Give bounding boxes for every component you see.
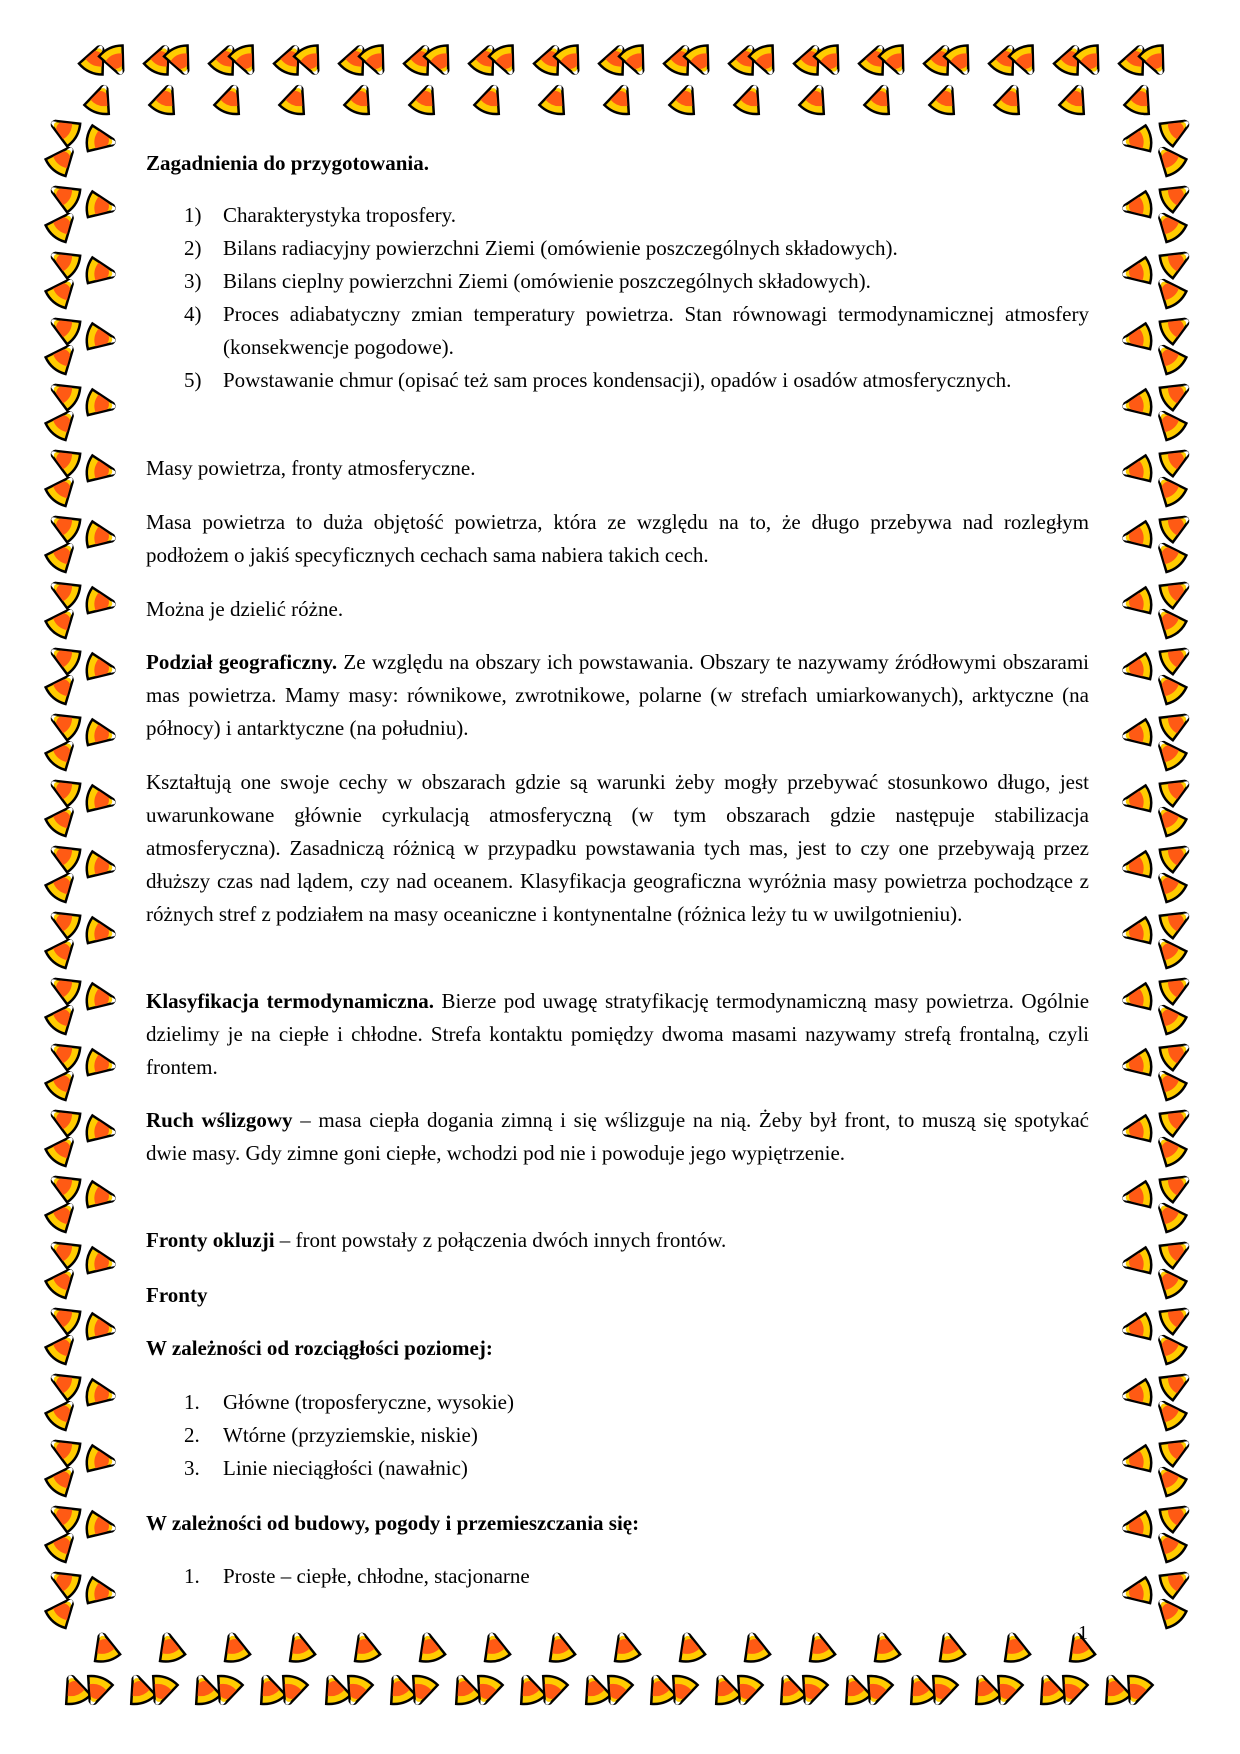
candy-corn-icon xyxy=(1058,81,1092,117)
candy-corn-icon xyxy=(1157,573,1195,610)
candy-corn-icon xyxy=(45,1431,83,1468)
candy-corn-icon xyxy=(44,866,82,905)
candy-corn-icon xyxy=(44,338,82,377)
candy-corn-icon xyxy=(1157,1563,1195,1600)
paragraph-ksztaltuja: Kształtują one swoje cechy w obszarach gdzie są warunki żeby mogły przebywać stosunkowo długo, jest uwarunkowane głównie cyrkulacją atmosferyczną (w tym obszarach gdzie następuje stabilizacja atmosferyczna). Zasadniczą różnicą w przypadku powstawania tych mas, jest to czy one przebywają przez dłuższy czas nad lądem, czy nad oceanem. Klasyfikacja geograficzna wyróżnia masy powietrza pochodzące z różnych stref z podziałem na masy oceaniczne i kontynentalne (różnica leży tu w uwilgotnieniu). xyxy=(146,770,1089,926)
candy-corn-icon xyxy=(45,771,83,808)
candy-corn-icon xyxy=(1120,851,1153,882)
list-number: 1. xyxy=(184,1564,200,1588)
topic-number: 4) xyxy=(184,302,202,326)
candy-corn-icon xyxy=(85,323,118,354)
candy-corn-icon xyxy=(85,653,118,684)
candy-corn-icon xyxy=(1150,1592,1188,1631)
candy-corn-icon xyxy=(44,1328,82,1367)
candy-corn-icon xyxy=(1150,1130,1188,1169)
candy-corn-icon xyxy=(85,785,118,816)
candy-corn-icon xyxy=(1120,587,1153,618)
candy-corn-icon xyxy=(1120,1577,1153,1608)
candy-corn-icon xyxy=(1150,1394,1188,1433)
candy-corn-icon xyxy=(1157,1035,1195,1072)
candy-corn-icon xyxy=(44,470,82,509)
candy-corn-icon xyxy=(998,1630,1030,1664)
candy-corn-icon xyxy=(57,1671,91,1707)
candy-corn-icon xyxy=(837,1671,871,1707)
topic-number: 1) xyxy=(184,203,202,227)
candy-corn-icon xyxy=(1032,1671,1066,1707)
candy-corn-icon xyxy=(148,81,182,117)
paragraph-masa: Masa powietrza to duża objętość powietrza, która ze względu na to, że długo przebywa nad rozległym podłożem o jakiś specyficznych cechach sama nabiera takich cech. xyxy=(146,510,1089,567)
candy-corn-icon xyxy=(85,851,118,882)
list-item xyxy=(184,1419,1089,1452)
candy-corn-icon xyxy=(45,1233,83,1270)
paragraph-body: – front powstały z połączenia dwóch innych frontów. xyxy=(274,1228,727,1252)
candy-corn-icon xyxy=(868,1630,900,1664)
candy-corn-icon xyxy=(1120,389,1153,420)
candy-corn-icon xyxy=(738,1630,770,1664)
candy-corn-icon xyxy=(1120,1049,1153,1080)
paragraph-okluzji xyxy=(146,1224,1089,1257)
candy-corn-icon xyxy=(1157,375,1195,412)
candy-corn-icon xyxy=(1123,81,1157,117)
candy-corn-icon xyxy=(1120,455,1153,486)
candy-corn-icon xyxy=(85,1445,118,1476)
candy-corn-icon xyxy=(45,837,83,874)
candy-corn-icon xyxy=(45,1299,83,1336)
paragraph-ruch xyxy=(146,1104,1089,1170)
topic-number: 2) xyxy=(184,236,202,260)
candy-corn-icon xyxy=(85,1511,118,1542)
candy-corn-icon xyxy=(44,1460,82,1499)
list-item xyxy=(184,1386,1089,1419)
candy-corn-icon xyxy=(85,917,118,948)
candy-corn-icon xyxy=(85,455,118,486)
candy-corn-icon xyxy=(1157,771,1195,808)
candy-corn-icon xyxy=(1150,1460,1188,1499)
candy-corn-icon xyxy=(1157,111,1195,148)
candy-corn-icon xyxy=(1150,1196,1188,1235)
candy-corn-icon xyxy=(45,309,83,346)
candy-corn-icon xyxy=(803,1630,835,1664)
candy-corn-icon xyxy=(44,1130,82,1169)
candy-corn-icon xyxy=(1157,969,1195,1006)
candy-corn-icon xyxy=(577,1671,611,1707)
topic-text: Powstawanie chmur (opisać też sam proces kondensacji), opadów i osadów atmosferycznych. xyxy=(223,368,1012,392)
paragraph-klasyfikacja xyxy=(146,985,1089,1084)
candy-corn-icon xyxy=(1157,1365,1195,1402)
candy-corn-icon xyxy=(1157,1167,1195,1204)
list-text: Wtórne (przyziemskie, niskie) xyxy=(223,1423,478,1447)
candy-corn-icon xyxy=(85,389,118,420)
topic-item xyxy=(184,265,1089,298)
list-number: 1. xyxy=(184,1390,200,1414)
paragraph-lead: Fronty okluzji xyxy=(146,1228,275,1252)
candy-corn-icon xyxy=(603,81,637,117)
candy-corn-icon xyxy=(993,81,1027,117)
candy-corn-icon xyxy=(1150,140,1188,179)
candy-corn-icon xyxy=(1157,243,1195,280)
topic-text: Bilans radiacyjny powierzchni Ziemi (omówienie poszczególnych składowych). xyxy=(223,236,898,260)
candy-corn-icon xyxy=(902,1671,936,1707)
candy-corn-icon xyxy=(85,1313,118,1344)
candy-corn-icon xyxy=(1150,932,1188,971)
candy-corn-icon xyxy=(45,903,83,940)
paragraph-body: – masa ciepła dogania zimną i się wślizguje na nią. Żeby był front, to muszą się spotykać dwie masy. Gdy zimne goni ciepłe, wchodzi pod nie i powoduje jego wypiętrzenie. xyxy=(146,1108,1090,1165)
candy-corn-icon xyxy=(1157,1497,1195,1534)
topic-text: Proces adiabatyczny zmian temperatury powietrza. Stan równowagi termodynamicznej atmosfery (konsekwencje pogodowe). xyxy=(223,302,1089,359)
candy-corn-icon xyxy=(707,1671,741,1707)
candy-corn-icon xyxy=(772,1671,806,1707)
candy-corn-icon xyxy=(85,587,118,618)
topic-item xyxy=(184,298,1089,364)
list-item xyxy=(184,1560,1089,1593)
candy-corn-icon xyxy=(1150,536,1188,575)
candy-corn-icon xyxy=(85,521,118,552)
candy-corn-icon xyxy=(343,81,377,117)
candy-corn-icon xyxy=(85,1379,118,1410)
candy-corn-icon xyxy=(45,177,83,214)
candy-corn-icon xyxy=(44,668,82,707)
candy-corn-icon xyxy=(1120,917,1153,948)
candy-corn-icon xyxy=(44,602,82,641)
candy-corn-icon xyxy=(1150,1262,1188,1301)
candy-corn-icon xyxy=(45,1101,83,1138)
candy-corn-icon xyxy=(44,734,82,773)
candy-corn-icon xyxy=(187,1671,221,1707)
candy-corn-icon xyxy=(1157,177,1195,214)
candy-corn-icon xyxy=(1150,206,1188,245)
candy-corn-icon xyxy=(348,1630,380,1664)
fronty-title: Fronty xyxy=(146,1283,208,1307)
paragraph-lead: Klasyfikacja termodynamiczna. xyxy=(146,989,435,1013)
candy-corn-icon xyxy=(1157,309,1195,346)
candy-corn-icon xyxy=(45,507,83,544)
candy-corn-icon xyxy=(45,1167,83,1204)
paragraph-body: Bierze pod uwagę stratyfikację termodynamiczną masy powietrza. Ogólnie dzielimy je na ciepłe i chłodne. Strefa kontaktu pomiędzy dwoma masami nazywamy strefą frontalną, czyli frontem. xyxy=(146,989,1090,1079)
candy-corn-icon xyxy=(967,1671,1001,1707)
candy-corn-icon xyxy=(538,81,572,117)
candy-corn-icon xyxy=(1120,191,1153,222)
candy-corn-icon xyxy=(85,1115,118,1146)
candy-corn-icon xyxy=(1150,272,1188,311)
candy-corn-icon xyxy=(122,1671,156,1707)
paragraph-lead: Ruch wślizgowy xyxy=(146,1108,293,1132)
candy-corn-icon xyxy=(1150,1064,1188,1103)
candy-corn-icon xyxy=(1150,668,1188,707)
candy-corn-icon xyxy=(798,81,832,117)
page-heading: Zagadnienia do przygotowania. xyxy=(146,151,429,175)
candy-corn-icon xyxy=(85,191,118,222)
candy-corn-icon xyxy=(1157,903,1195,940)
candy-corn-icon xyxy=(408,81,442,117)
candy-corn-icon xyxy=(1120,323,1153,354)
paragraph-lead: Podział geograficzny. xyxy=(146,650,338,674)
candy-corn-icon xyxy=(85,983,118,1014)
candy-corn-icon xyxy=(44,272,82,311)
candy-corn-icon xyxy=(447,1671,481,1707)
candy-corn-icon xyxy=(933,1630,965,1664)
candy-corn-icon xyxy=(88,1630,120,1664)
candy-corn-icon xyxy=(1120,1379,1153,1410)
paragraph-body: Ze względu na obszary ich powstawania. Obszary te nazywamy źródłowymi obszarami mas powietrza. Mamy masy: równikowe, zwrotnikowe, polarne (w strefach umiarkowanych), arktyczne (na północy) i antarktyczne (na południu). xyxy=(146,650,1089,740)
candy-corn-icon xyxy=(44,1394,82,1433)
candy-corn-icon xyxy=(45,375,83,412)
candy-corn-icon xyxy=(1120,1247,1153,1278)
candy-corn-icon xyxy=(1150,404,1188,443)
candy-corn-icon xyxy=(1150,866,1188,905)
candy-corn-icon xyxy=(45,1365,83,1402)
list-item xyxy=(184,1452,1089,1485)
candy-corn-icon xyxy=(85,1181,118,1212)
list-text: Linie nieciągłości (nawałnic) xyxy=(223,1456,468,1480)
candy-corn-icon xyxy=(1157,507,1195,544)
candy-corn-icon xyxy=(1120,785,1153,816)
candy-corn-icon xyxy=(1157,639,1195,676)
candy-corn-icon xyxy=(1150,800,1188,839)
candy-corn-icon xyxy=(45,705,83,742)
candy-corn-icon xyxy=(512,1671,546,1707)
candy-corn-icon xyxy=(928,81,962,117)
candy-corn-icon xyxy=(83,81,117,117)
list-number: 2. xyxy=(184,1423,200,1447)
candy-corn-icon xyxy=(44,800,82,839)
candy-corn-icon xyxy=(1120,1511,1153,1542)
candy-corn-icon xyxy=(45,441,83,478)
candy-corn-icon xyxy=(543,1630,575,1664)
topic-item xyxy=(184,199,1089,232)
candy-corn-icon xyxy=(45,1563,83,1600)
candy-corn-icon xyxy=(1157,1101,1195,1138)
candy-corn-icon xyxy=(85,125,118,156)
topic-item xyxy=(184,232,1089,265)
subsection-title: W zależności od budowy, pogody i przemieszczania się: xyxy=(146,1511,640,1535)
candy-corn-icon xyxy=(1157,705,1195,742)
candy-corn-icon xyxy=(278,81,312,117)
candy-corn-icon xyxy=(473,81,507,117)
candy-corn-icon xyxy=(1157,441,1195,478)
topic-number: 5) xyxy=(184,368,202,392)
candy-corn-icon xyxy=(1120,1445,1153,1476)
candy-corn-icon xyxy=(1150,602,1188,641)
candy-corn-icon xyxy=(252,1671,286,1707)
candy-corn-icon xyxy=(44,1526,82,1565)
candy-corn-icon xyxy=(673,1630,705,1664)
candy-corn-icon xyxy=(85,1049,118,1080)
candy-corn-icon xyxy=(44,932,82,971)
candy-corn-icon xyxy=(45,573,83,610)
candy-corn-icon xyxy=(382,1671,416,1707)
candy-corn-icon xyxy=(1150,734,1188,773)
candy-corn-icon xyxy=(218,1630,250,1664)
candy-corn-icon xyxy=(642,1671,676,1707)
candy-corn-icon xyxy=(85,719,118,750)
candy-corn-icon xyxy=(44,140,82,179)
candy-corn-icon xyxy=(1150,1526,1188,1565)
candy-corn-icon xyxy=(1097,1671,1131,1707)
candy-corn-icon xyxy=(44,206,82,245)
list-text: Proste – ciepłe, chłodne, stacjonarne xyxy=(223,1564,530,1588)
candy-corn-icon xyxy=(44,536,82,575)
candy-corn-icon xyxy=(45,969,83,1006)
candy-corn-icon xyxy=(478,1630,510,1664)
candy-corn-icon xyxy=(1150,998,1188,1037)
candy-corn-icon xyxy=(1120,257,1153,288)
candy-corn-icon xyxy=(85,257,118,288)
candy-corn-icon xyxy=(45,1497,83,1534)
candy-corn-icon xyxy=(1157,1233,1195,1270)
candy-corn-icon xyxy=(1157,1299,1195,1336)
candy-corn-icon xyxy=(44,998,82,1037)
topic-number: 3) xyxy=(184,269,202,293)
candy-corn-icon xyxy=(1120,653,1153,684)
candy-corn-icon xyxy=(1150,338,1188,377)
candy-corn-icon xyxy=(1150,470,1188,509)
candy-corn-icon xyxy=(44,1064,82,1103)
subsection-title: W zależności od rozciągłości poziomej: xyxy=(146,1336,493,1360)
candy-corn-icon xyxy=(1157,1431,1195,1468)
candy-corn-icon xyxy=(1120,1115,1153,1146)
candy-corn-icon xyxy=(1157,837,1195,874)
candy-corn-icon xyxy=(413,1630,445,1664)
candy-corn-icon xyxy=(863,81,897,117)
candy-corn-icon xyxy=(1120,983,1153,1014)
candy-corn-icon xyxy=(45,111,83,148)
candy-corn-icon xyxy=(1120,719,1153,750)
list-number: 3. xyxy=(184,1456,200,1480)
candy-corn-icon xyxy=(153,1630,185,1664)
candy-corn-icon xyxy=(1120,521,1153,552)
candy-corn-icon xyxy=(44,1262,82,1301)
topic-text: Charakterystyka troposfery. xyxy=(223,203,457,227)
candy-corn-icon xyxy=(317,1671,351,1707)
candy-corn-icon xyxy=(668,81,702,117)
section-title: Masy powietrza, fronty atmosferyczne. xyxy=(146,456,476,480)
candy-corn-icon xyxy=(1120,1181,1153,1212)
candy-corn-icon xyxy=(213,81,247,117)
candy-corn-icon xyxy=(45,1035,83,1072)
page-number: 1 xyxy=(1078,1622,1088,1644)
list-text: Główne (troposferyczne, wysokie) xyxy=(223,1390,514,1414)
candy-corn-icon xyxy=(44,404,82,443)
candy-corn-icon xyxy=(1120,125,1153,156)
candy-corn-icon xyxy=(283,1630,315,1664)
topic-item xyxy=(184,364,1089,397)
candy-corn-icon xyxy=(85,1577,118,1608)
candy-corn-icon xyxy=(44,1592,82,1631)
candy-corn-icon xyxy=(45,639,83,676)
candy-corn-icon xyxy=(44,1196,82,1235)
candy-corn-icon xyxy=(1120,1313,1153,1344)
candy-corn-icon xyxy=(85,1247,118,1278)
topic-text: Bilans cieplny powierzchni Ziemi (omówienie poszczególnych składowych). xyxy=(223,269,871,293)
candy-corn-icon xyxy=(733,81,767,117)
candy-corn-icon xyxy=(45,243,83,280)
candy-corn-icon xyxy=(1150,1328,1188,1367)
candy-corn-icon xyxy=(608,1630,640,1664)
paragraph-podzial xyxy=(146,646,1089,745)
paragraph-mozna: Można je dzielić różne. xyxy=(146,597,344,621)
